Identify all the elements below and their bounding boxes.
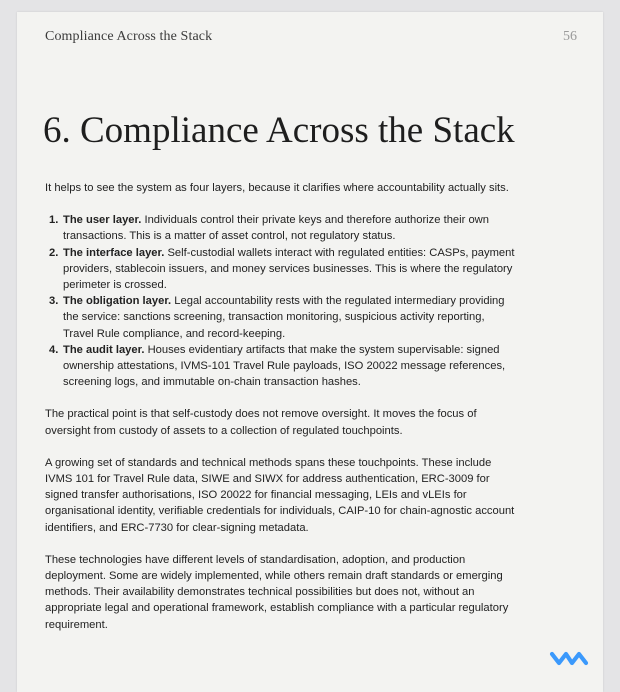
layer-description: Houses evidentiary artifacts that make the system supervisable: signed ownership attestations, IVMS-101 Travel Rule payloads, ISO 20022 message references, screening logs, and immutable on-chain transaction hashes. — [63, 343, 506, 389]
layer-number: 3. — [49, 295, 59, 308]
document-page — [17, 12, 603, 692]
body-text — [45, 180, 515, 649]
layer-number: 2. — [49, 246, 59, 259]
wave-logo-icon — [549, 647, 589, 671]
layer-number: 4. — [49, 343, 59, 356]
layer-name: The user layer. — [63, 214, 142, 227]
layer-list — [45, 212, 515, 390]
layer-description: Self-custodial wallets interact with regulated entities: CASPs, payment providers, stablecoin issuers, and money services businesses. This is where the regulatory perimeter is crossed. — [63, 246, 515, 292]
layer-item-user — [45, 212, 515, 244]
layer-item-audit — [45, 342, 515, 391]
intro-paragraph: It helps to see the system as four layers, because it clarifies where accountability actually sits. — [45, 182, 509, 194]
layer-number: 1. — [49, 214, 59, 227]
layer-name: The audit layer. — [63, 343, 145, 356]
layer-name: The obligation layer. — [63, 295, 172, 308]
layer-name: The interface layer. — [63, 246, 165, 259]
running-header: Compliance Across the Stack — [45, 29, 213, 44]
technologies-paragraph: These technologies have different levels of standardisation, adoption, and production deployment. Some are widely implemented, while others remain draft standards or emerging methods. Their availability demonstrates technical possibilities but does not, without an appropriate legal and operational framework, establish compliance with a particular regulatory requirement. — [45, 553, 509, 631]
layer-item-obligation — [45, 293, 515, 342]
chapter-title: 6. Compliance Across the Stack — [43, 110, 515, 151]
layer-description: Individuals control their private keys and therefore authorize their own transactions. This is a matter of asset control, not regulatory status. — [63, 214, 489, 243]
layer-description: Legal accountability rests with the regulated intermediary providing the service: sanctions screening, transaction monitoring, suspicious activity reporting, Travel Rule compliance, and record-keeping. — [63, 295, 505, 340]
standards-paragraph: A growing set of standards and technical methods spans these touchpoints. These include IVMS 101 for Travel Rule data, SIWE and SIWX for address authentication, ERC-3009 for signed transfer authorisations, ISO 20022 for financial messaging, LEIs and vLEIs for organisational identity, verifiable credentials for individuals, CAIP-10 for chain-agnostic account identifiers, and ERC-7730 for clear-signing metadata. — [45, 456, 515, 534]
practical-point-paragraph: The practical point is that self-custody does not remove oversight. It moves the focus of oversight from custody of assets to a collection of regulated touchpoints. — [45, 408, 477, 437]
page-number: 56 — [563, 29, 577, 44]
layer-item-interface — [45, 245, 515, 294]
